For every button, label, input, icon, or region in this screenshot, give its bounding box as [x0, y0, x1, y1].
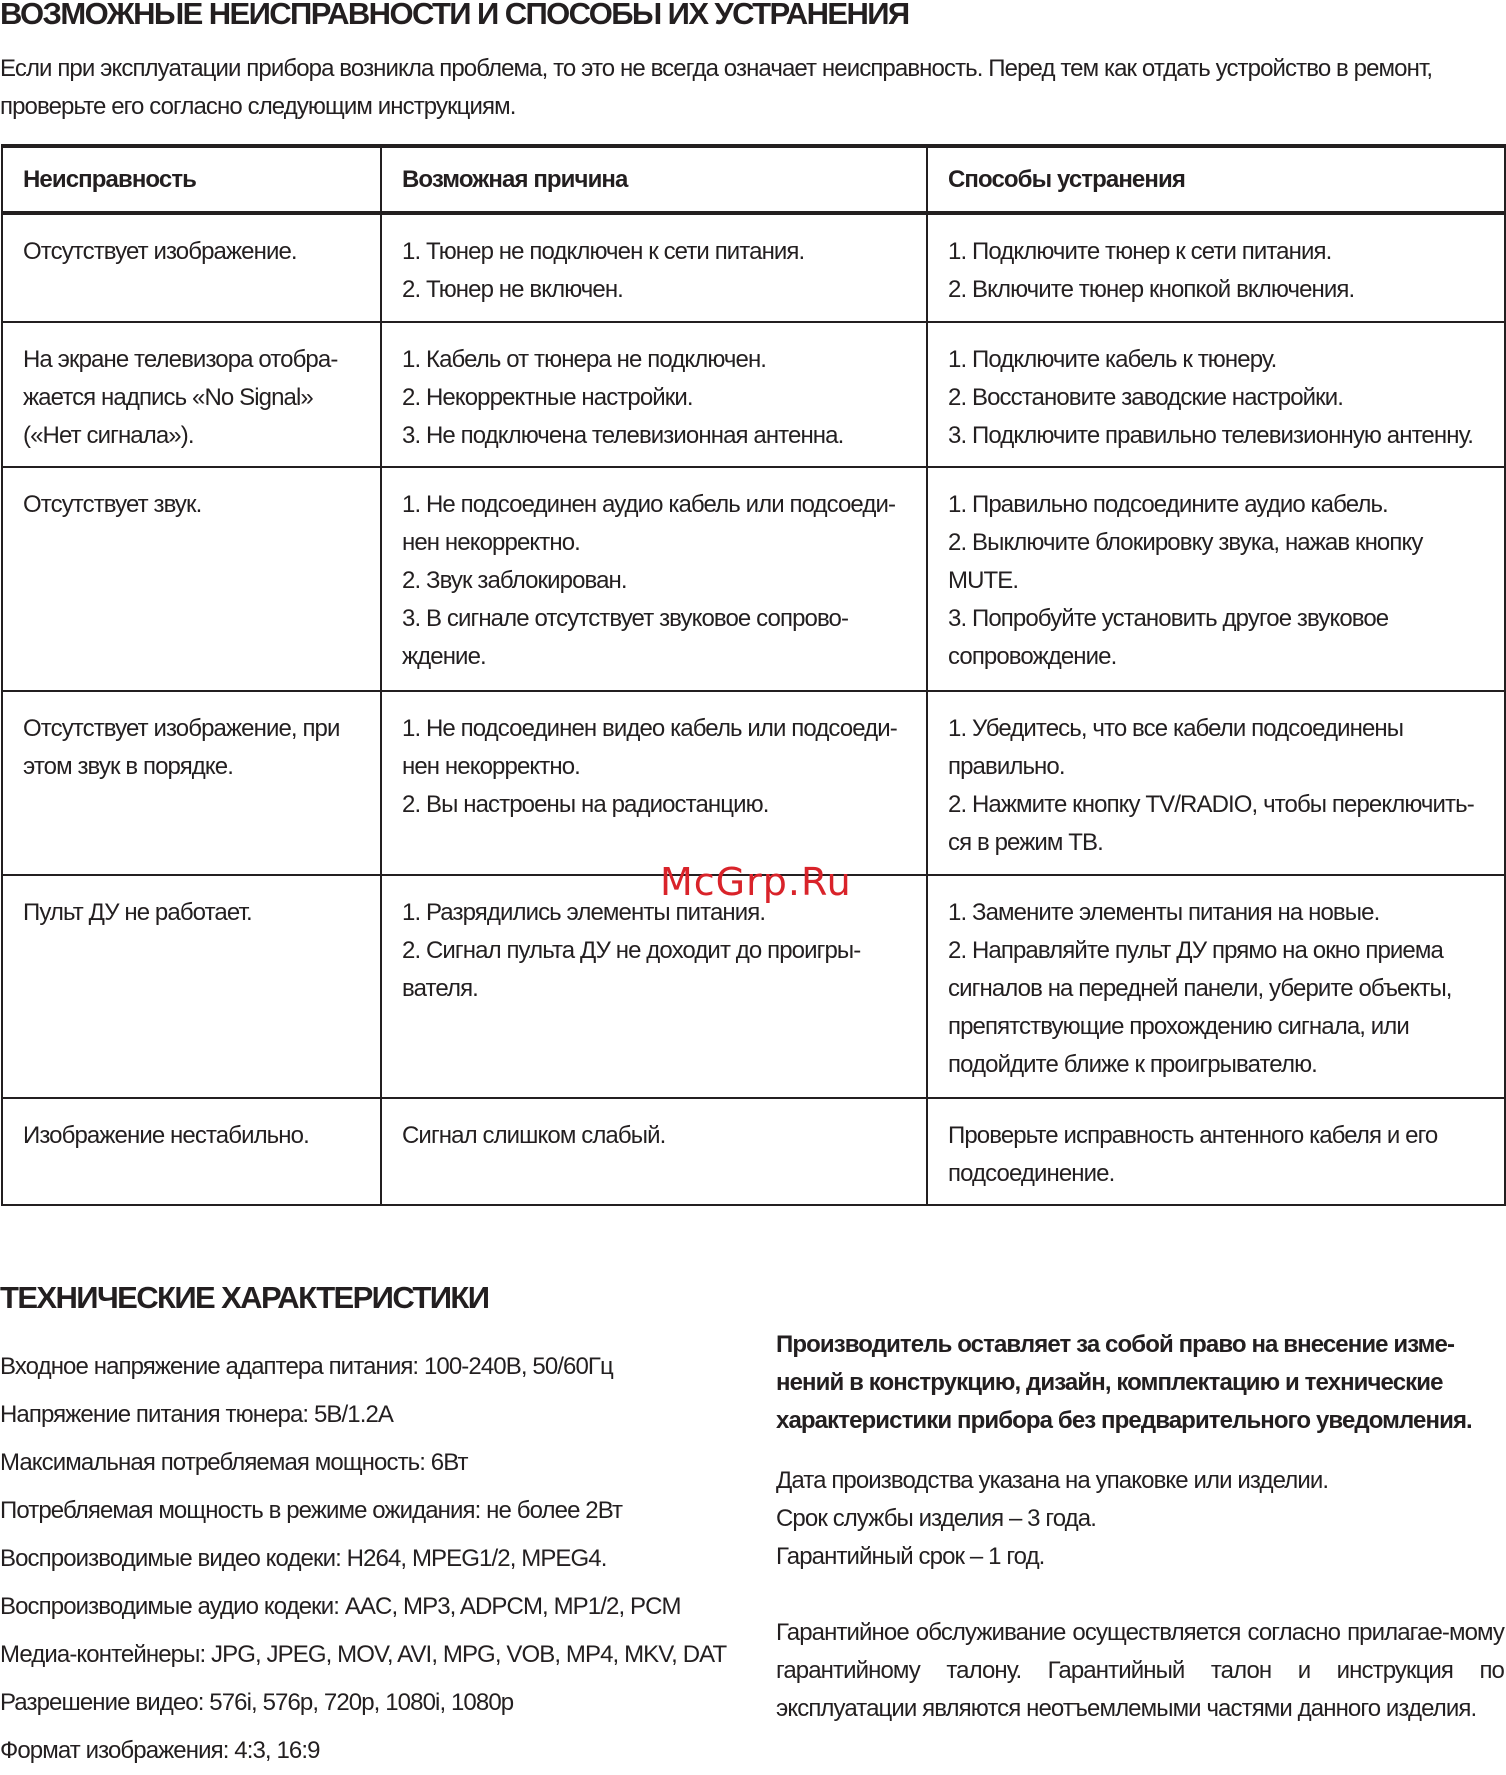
cause-cell: [381, 213, 927, 322]
problem-cell: Пульт ДУ не работает.: [2, 875, 381, 1098]
spec-item: Максимальная потребляемая мощность: 6Вт: [0, 1449, 468, 1476]
fix-cell: [927, 875, 1505, 1098]
spec-item: Воспроизводимые аудио кодеки: AAC, MP3, ADPCM, MP1/2, PCM: [0, 1593, 681, 1620]
fix-item: 2. Включите тюнер кнопкой включения.: [948, 276, 1355, 303]
info-line: Гарантийный срок – 1 год.: [776, 1543, 1045, 1570]
fix-item: 3. Подключите правильно телевизионную антенну.: [948, 422, 1474, 449]
problem-cell: Отсутствует изображение, при этом звук в порядке.: [2, 691, 381, 875]
fix-cell: [927, 467, 1505, 691]
fix-cell: [927, 213, 1505, 322]
cause-item: 1. Тюнер не подключен к сети питания.: [402, 238, 805, 265]
cause-item: Сигнал слишком слабый.: [402, 1122, 666, 1149]
fix-item: 3. Попробуйте установить другое звуковое сопровождение.: [948, 605, 1389, 670]
cause-cell: [381, 322, 927, 467]
manufacturer-notice: Производитель оставляет за собой право на внесение изме-нений в конструкцию, дизайн, комплектацию и технические характеристики прибора без предварительного уведомления.: [776, 1331, 1472, 1434]
cause-cell: [381, 467, 927, 691]
spec-item: Напряжение питания тюнера: 5В/1.2А: [0, 1401, 394, 1428]
cause-item: 1. Не подсоединен видео кабель или подсоеди-нен некорректно.: [402, 715, 897, 780]
cause-item: 2. Сигнал пульта ДУ не доходит до проигры-вателя.: [402, 937, 861, 1002]
spec-item: Входное напряжение адаптера питания: 100-240В, 50/60Гц: [0, 1353, 613, 1380]
problem-cell: На экране телевизора отобра-жается надпись «No Signal» («Нет сигнала»).: [2, 322, 381, 467]
fix-item: 1. Подключите тюнер к сети питания.: [948, 238, 1332, 265]
problem-cell: Отсутствует изображение.: [2, 213, 381, 322]
table-header-row: [2, 146, 1505, 213]
info-line: Дата производства указана на упаковке или изделии.: [776, 1467, 1329, 1494]
spec-item: Формат изображения: 4:3, 16:9: [0, 1737, 320, 1764]
table-row: [2, 691, 1505, 875]
cause-item: 1. Разрядились элементы питания.: [402, 899, 766, 926]
cause-cell: [381, 691, 927, 875]
cause-item: 2. Некорректные настройки.: [402, 384, 693, 411]
cause-item: 2. Тюнер не включен.: [402, 276, 623, 303]
header-cause: Возможная причина: [381, 146, 927, 213]
table-row: [2, 213, 1505, 322]
cause-item: 3. В сигнале отсутствует звуковое сопрово-ждение.: [402, 605, 849, 670]
fix-cell: [927, 691, 1505, 875]
fix-item: 1. Подключите кабель к тюнеру.: [948, 346, 1277, 373]
fix-item: 2. Нажмите кнопку TV/RADIO, чтобы переключить-ся в режим ТВ.: [948, 791, 1474, 856]
table-row: [2, 322, 1505, 467]
fix-item: 1. Правильно подсоедините аудио кабель.: [948, 491, 1388, 518]
table-row: [2, 1098, 1505, 1205]
page-title: ВОЗМОЖНЫЕ НЕИСПРАВНОСТИ И СПОСОБЫ ИХ УСТРАНЕНИЯ: [0, 0, 909, 31]
cause-cell: [381, 875, 927, 1098]
fix-item: Проверьте исправность антенного кабеля и его подсоединение.: [948, 1122, 1438, 1187]
fix-item: 2. Выключите блокировку звука, нажав кнопку MUTE.: [948, 529, 1423, 594]
fix-item: 2. Восстановите заводские настройки.: [948, 384, 1344, 411]
header-problem: Неисправность: [2, 146, 381, 213]
cause-item: 3. Не подключена телевизионная антенна.: [402, 422, 844, 449]
fix-item: 1. Замените элементы питания на новые.: [948, 899, 1380, 926]
right-column: [776, 1326, 1504, 1728]
product-info: [776, 1462, 1504, 1576]
table-row: [2, 875, 1505, 1098]
header-fix: Способы устранения: [927, 146, 1505, 213]
spec-item: Медиа-контейнеры: JPG, JPEG, MOV, AVI, MPG, VOB, MP4, MKV, DAT: [0, 1641, 727, 1668]
watermark: McGrp.Ru: [660, 860, 852, 904]
troubleshooting-table: [1, 144, 1506, 1206]
intro-text: Если при эксплуатации прибора возникла проблема, то это не всегда означает неисправность. Перед тем как отдать устройство в ремонт, проверьте его согласно следующим инструкциям.: [0, 55, 1433, 120]
specs-list: [0, 1343, 726, 1775]
cause-item: 1. Не подсоединен аудио кабель или подсоеди-нен некорректно.: [402, 491, 896, 556]
fix-item: 2. Направляйте пульт ДУ прямо на окно приема сигналов на передней панели, уберите объекты, препятствующие прохождению сигнала, или подойдите ближе к проигрывателю.: [948, 937, 1452, 1078]
problem-cell: Отсутствует звук.: [2, 467, 381, 691]
spec-item: Воспроизводимые видео кодеки: H264, MPEG1/2, MPEG4.: [0, 1545, 607, 1572]
cause-item: 1. Кабель от тюнера не подключен.: [402, 346, 767, 373]
warranty-text: Гарантийное обслуживание осуществляется согласно прилагае-мому гарантийному талону. Гарантийный талон и инструкция по эксплуатации являются неотъемлемыми частями данного изделия.: [776, 1619, 1504, 1722]
problem-cell: Изображение нестабильно.: [2, 1098, 381, 1205]
cause-item: 2. Вы настроены на радиостанцию.: [402, 791, 769, 818]
spec-item: Разрешение видео: 576i, 576p, 720p, 1080i, 1080p: [0, 1689, 514, 1716]
specs-title: ТЕХНИЧЕСКИЕ ХАРАКТЕРИСТИКИ: [0, 1280, 489, 1315]
fix-cell: [927, 1098, 1505, 1205]
info-line: Срок службы изделия – 3 года.: [776, 1505, 1096, 1532]
cause-item: 2. Звук заблокирован.: [402, 567, 627, 594]
fix-item: 1. Убедитесь, что все кабели подсоединены правильно.: [948, 715, 1404, 780]
fix-cell: [927, 322, 1505, 467]
spec-item: Потребляемая мощность в режиме ожидания: не более 2Вт: [0, 1497, 623, 1524]
table-row: [2, 467, 1505, 691]
cause-cell: [381, 1098, 927, 1205]
